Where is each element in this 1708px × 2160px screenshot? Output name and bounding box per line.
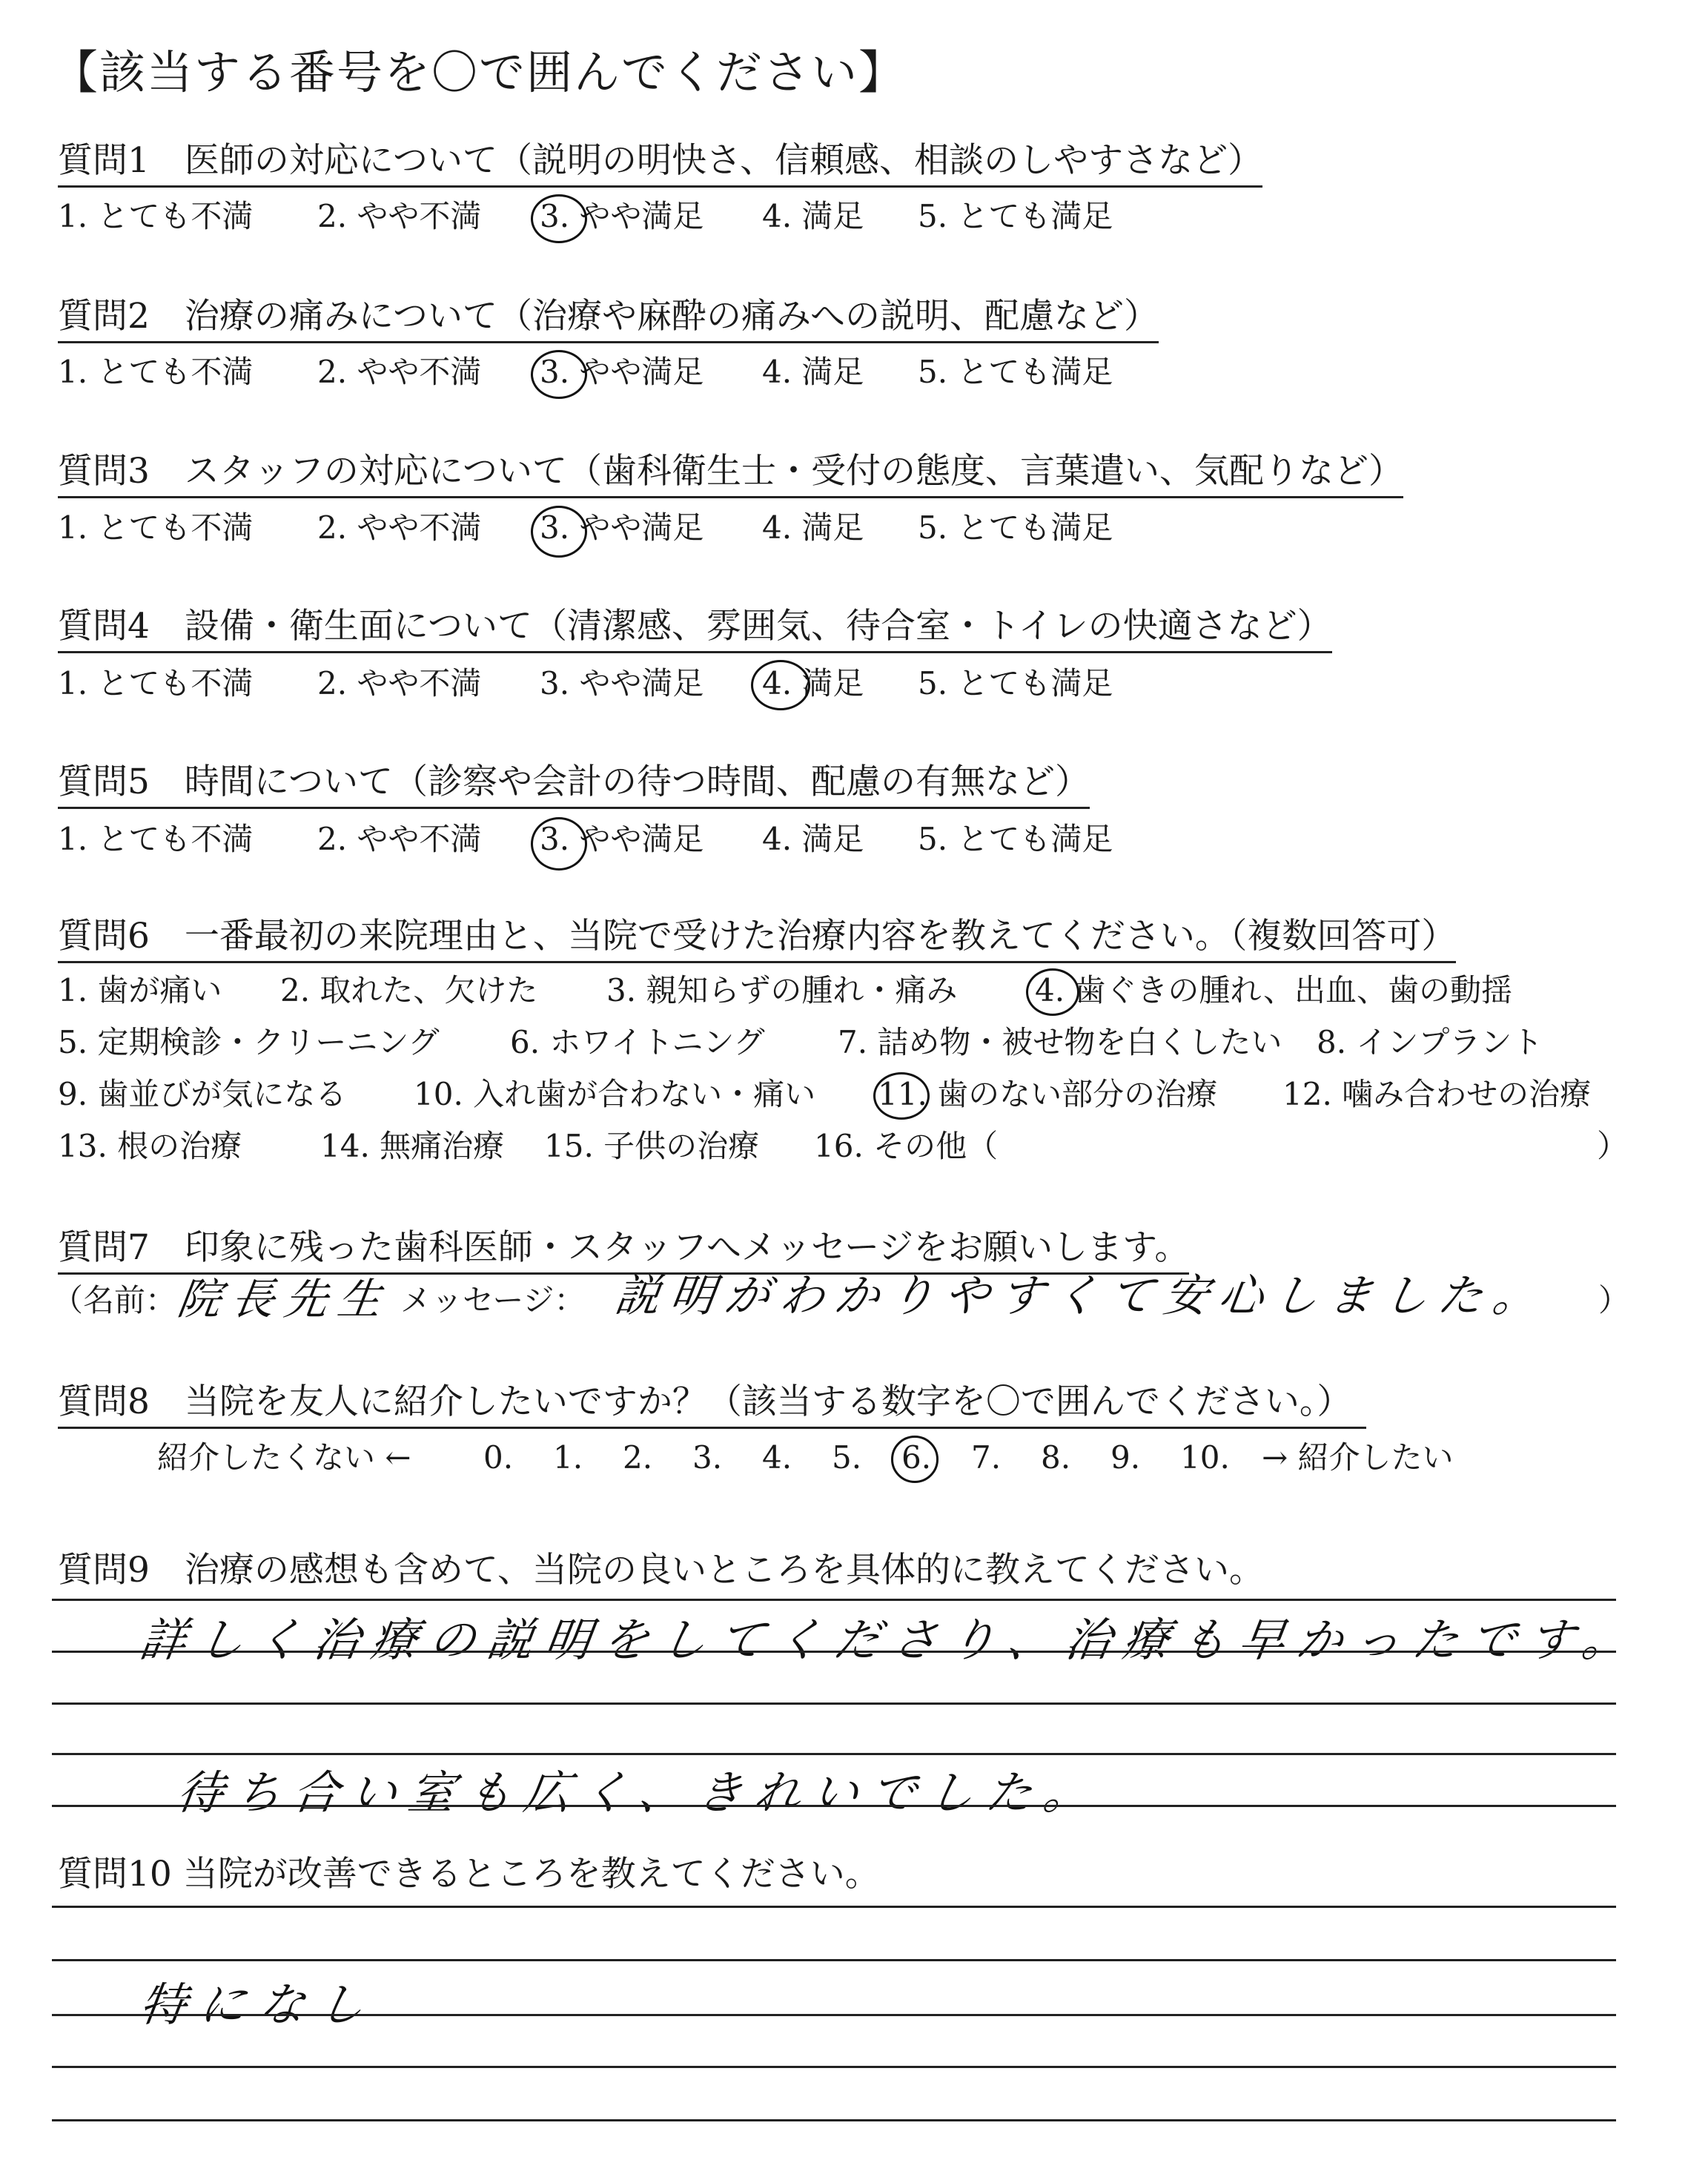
q6-other-close-paren: ） (1597, 1128, 1629, 1164)
q6-item-6[interactable]: 6. ホワイトニング (510, 1024, 765, 1060)
q5-selection-circle (531, 817, 587, 871)
question-3-heading: 質問3 スタッフの対応について（歯科衛生士・受付の態度、言葉遣い、気配りなど） (58, 450, 1403, 498)
q6-item-7[interactable]: 7. 詰め物・被せ物を白くしたい (838, 1024, 1282, 1060)
q6-item-3[interactable]: 3. 親知らずの腫れ・痛み (606, 972, 958, 1008)
q3-option-5[interactable]: 5. とても満足 (918, 509, 1113, 546)
q6-item-11-circle (873, 1072, 930, 1120)
q7-name-handwritten[interactable]: 院長先生 (174, 1274, 395, 1324)
q10-line-4 (52, 2066, 1616, 2068)
q4-option-4[interactable]: 4. 満足 (762, 665, 864, 701)
q5-option-2[interactable]: 2. やや不満 (317, 821, 482, 857)
q6-item-1[interactable]: 1. 歯が痛い (58, 972, 222, 1008)
q4-option-5[interactable]: 5. とても満足 (918, 665, 1113, 701)
q2-option-1[interactable]: 1. とても不満 (58, 354, 254, 390)
q10-line-5 (52, 2119, 1616, 2121)
q4-option-2[interactable]: 2. やや不満 (317, 665, 482, 701)
q6-item-4[interactable]: 4. 歯ぐきの腫れ、出血、歯の動揺 (1035, 972, 1512, 1008)
question-10-heading: 質問10 当院が改善できるところを教えてください。 (58, 1854, 880, 1895)
q10-line-2 (52, 1959, 1616, 1961)
q8-scale-6[interactable]: 6. (901, 1439, 932, 1476)
page-title: 【該当する番号を〇で囲んでください】 (52, 45, 907, 99)
q8-selection-circle (891, 1436, 939, 1483)
q8-right-label: → 紹介したい (1262, 1439, 1454, 1476)
q6-item-16[interactable]: 16. その他（ (814, 1128, 999, 1164)
q1-option-5[interactable]: 5. とても満足 (918, 198, 1113, 234)
question-7-heading: 質問7 印象に残った歯科医師・スタッフへメッセージをお願いします。 (58, 1226, 1189, 1275)
q7-close-paren: ） (1598, 1282, 1630, 1318)
q9-line-5 (52, 1805, 1616, 1807)
q6-item-4-circle (1026, 968, 1079, 1016)
question-9-heading: 質問9 治療の感想も含めて、当院の良いところを具体的に教えてください。 (58, 1550, 1264, 1591)
question-8-heading: 質問8 当院を友人に紹介したいですか？（該当する数字を〇で囲んでください。） (58, 1381, 1366, 1429)
q10-line-3 (52, 2014, 1616, 2016)
q9-line-2 (52, 1651, 1616, 1653)
q1-selection-circle (531, 194, 587, 243)
q7-message-label: メッセージ： (400, 1282, 586, 1318)
q5-option-5[interactable]: 5. とても満足 (918, 821, 1113, 857)
q8-scale-7[interactable]: 7. (971, 1439, 1002, 1476)
q2-option-4[interactable]: 4. 満足 (762, 354, 864, 390)
q8-scale-2[interactable]: 2. (623, 1439, 653, 1476)
q6-item-15[interactable]: 15. 子供の治療 (544, 1128, 760, 1164)
q2-selection-circle (531, 350, 587, 399)
q3-option-3[interactable]: 3. やや満足 (540, 509, 704, 546)
q2-option-3[interactable]: 3. やや満足 (540, 354, 704, 390)
q1-option-1[interactable]: 1. とても不満 (58, 198, 254, 234)
q3-option-2[interactable]: 2. やや不満 (317, 509, 482, 546)
q6-item-12[interactable]: 12. 噛み合わせの治療 (1282, 1076, 1592, 1112)
q1-option-3[interactable]: 3. やや満足 (540, 198, 704, 234)
q9-answer-line-1[interactable]: 詳しく治療の説明をしてくださり、治療も早かったです。 (136, 1613, 1644, 1667)
question-6-heading: 質問6 一番最初の来院理由と、当院で受けた治療内容を教えてください。（複数回答可） (58, 915, 1456, 963)
q4-option-1[interactable]: 1. とても不満 (58, 665, 254, 701)
question-5-heading: 質問5 時間について（診察や会計の待つ時間、配慮の有無など） (58, 761, 1090, 809)
q10-answer-line-1[interactable]: 特になし (136, 1978, 382, 2032)
q8-left-label: 紹介したくない ← (157, 1439, 411, 1476)
q8-scale-1[interactable]: 1. (553, 1439, 583, 1476)
q8-scale-9[interactable]: 9. (1110, 1439, 1141, 1476)
q8-scale-5[interactable]: 5. (832, 1439, 862, 1476)
q9-line-3 (52, 1702, 1616, 1705)
q6-item-14[interactable]: 14. 無痛治療 (320, 1128, 505, 1164)
q6-item-5[interactable]: 5. 定期検診・クリーニング (58, 1024, 440, 1060)
q10-line-1 (52, 1906, 1616, 1908)
q2-option-5[interactable]: 5. とても満足 (918, 354, 1113, 390)
q7-name-label: （名前： (52, 1282, 177, 1318)
q3-option-4[interactable]: 4. 満足 (762, 509, 864, 546)
q6-item-11[interactable]: 11. 歯のない部分の治療 (878, 1076, 1218, 1112)
q2-option-2[interactable]: 2. やや不満 (317, 354, 482, 390)
q5-option-4[interactable]: 4. 満足 (762, 821, 864, 857)
question-4-heading: 質問4 設備・衛生面について（清潔感、雰囲気、待合室・トイレの快適さなど） (58, 605, 1332, 653)
q4-option-3[interactable]: 3. やや満足 (540, 665, 704, 701)
q8-scale-10[interactable]: 10. (1180, 1439, 1230, 1476)
question-1-heading: 質問1 医師の対応について（説明の明快さ、信頼感、相談のしやすさなど） (58, 139, 1262, 188)
q6-item-13[interactable]: 13. 根の治療 (58, 1128, 242, 1164)
q1-option-2[interactable]: 2. やや不満 (317, 198, 482, 234)
q5-option-1[interactable]: 1. とても不満 (58, 821, 254, 857)
q6-item-8[interactable]: 8. インプラント (1317, 1024, 1543, 1060)
q6-item-2[interactable]: 2. 取れた、欠けた (280, 972, 538, 1008)
q3-selection-circle (531, 506, 587, 558)
q9-answer-line-2[interactable]: 待ち合い室も広く、きれいでした。 (173, 1766, 1106, 1820)
q5-option-3[interactable]: 3. やや満足 (540, 821, 704, 857)
q9-line-4 (52, 1753, 1616, 1755)
q8-scale-0[interactable]: 0. (483, 1439, 514, 1476)
q8-scale-4[interactable]: 4. (762, 1439, 792, 1476)
q6-item-9[interactable]: 9. 歯並びが気になる (58, 1076, 347, 1112)
q7-message-handwritten[interactable]: 説明がわかりやすくて安心しました。 (612, 1270, 1552, 1322)
q9-line-1 (52, 1599, 1616, 1601)
q8-scale-3[interactable]: 3. (692, 1439, 723, 1476)
q4-selection-circle (751, 660, 810, 710)
q3-option-1[interactable]: 1. とても不満 (58, 509, 254, 546)
q1-option-4[interactable]: 4. 満足 (762, 198, 864, 234)
q6-item-10[interactable]: 10. 入れ歯が合わない・痛い (414, 1076, 816, 1112)
q8-scale-8[interactable]: 8. (1041, 1439, 1071, 1476)
question-2-heading: 質問2 治療の痛みについて（治療や麻酔の痛みへの説明、配慮など） (58, 295, 1159, 343)
